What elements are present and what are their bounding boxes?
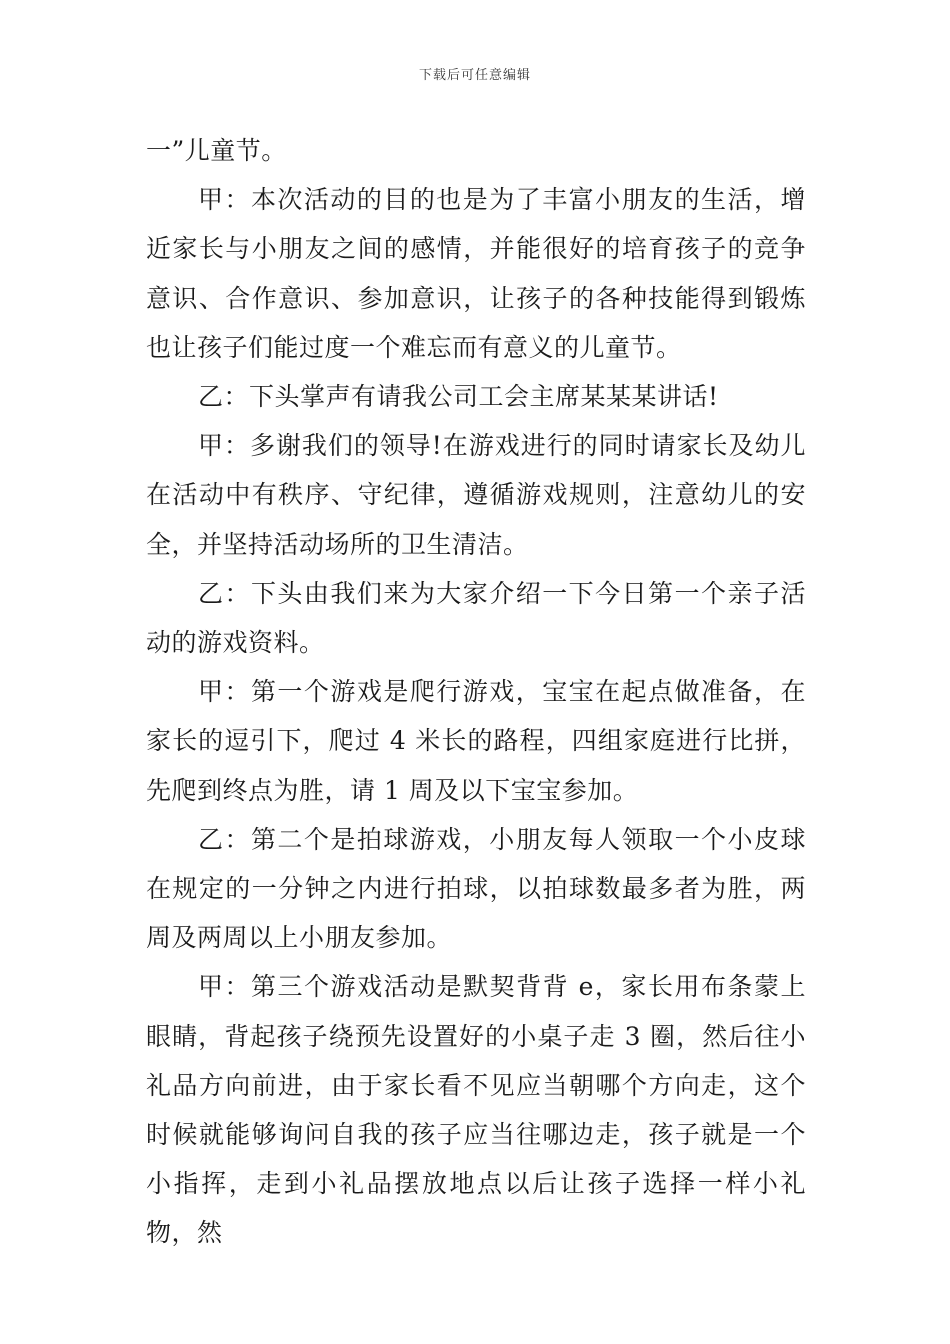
paragraph-2: 甲：本次活动的目的也是为了丰富小朋友的生活，增近家长与小朋友之间的感情，并能很好的培育孩子的竞争意识、合作意识、参加意识，让孩子的各种技能得到锻炼也让孩子们能过度一个难忘而有意义的儿童节。 xyxy=(146,185,806,362)
paragraph-6: 甲：第一个游戏是爬行游戏，宝宝在起点做准备，在家长的逗引下，爬过 4 米长的路程，四组家庭进行比拼，先爬到终点为胜，请 1 周及以下宝宝参加。 xyxy=(146,677,806,805)
paragraph-3: 乙：下头掌声有请我公司工会主席某某某讲话! xyxy=(198,382,719,412)
page-header: 下载后可任意编辑 xyxy=(418,68,531,83)
paragraph-1: 一”儿童节。 xyxy=(146,136,287,165)
document-body xyxy=(146,126,806,1258)
paragraph-7: 乙：第二个是拍球游戏，小朋友每人领取一个小皮球在规定的一分钟之内进行拍球，以拍球数最多者为胜，两周及两周以上小朋友参加。 xyxy=(146,824,806,953)
paragraph-8: 甲：第三个游戏活动是默契背背 e，家长用布条蒙上眼睛，背起孩子绕预先设置好的小桌子走 3 圈，然后往小礼品方向前进，由于家长看不见应当朝哪个方向走，这个时候就能够询问自我的孩子应当往哪边走，孩子就是一个小指挥，走到小礼品摆放地点以后让孩子选择一样小礼物，然 xyxy=(146,972,806,1248)
paragraph-4: 甲：多谢我们的领导!在游戏进行的同时请家长及幼儿在活动中有秩序、守纪律，遵循游戏规则，注意幼儿的安全，并坚持活动场所的卫生清洁。 xyxy=(146,431,806,559)
paragraph-5: 乙：下头由我们来为大家介绍一下今日第一个亲子活动的游戏资料。 xyxy=(146,578,806,658)
